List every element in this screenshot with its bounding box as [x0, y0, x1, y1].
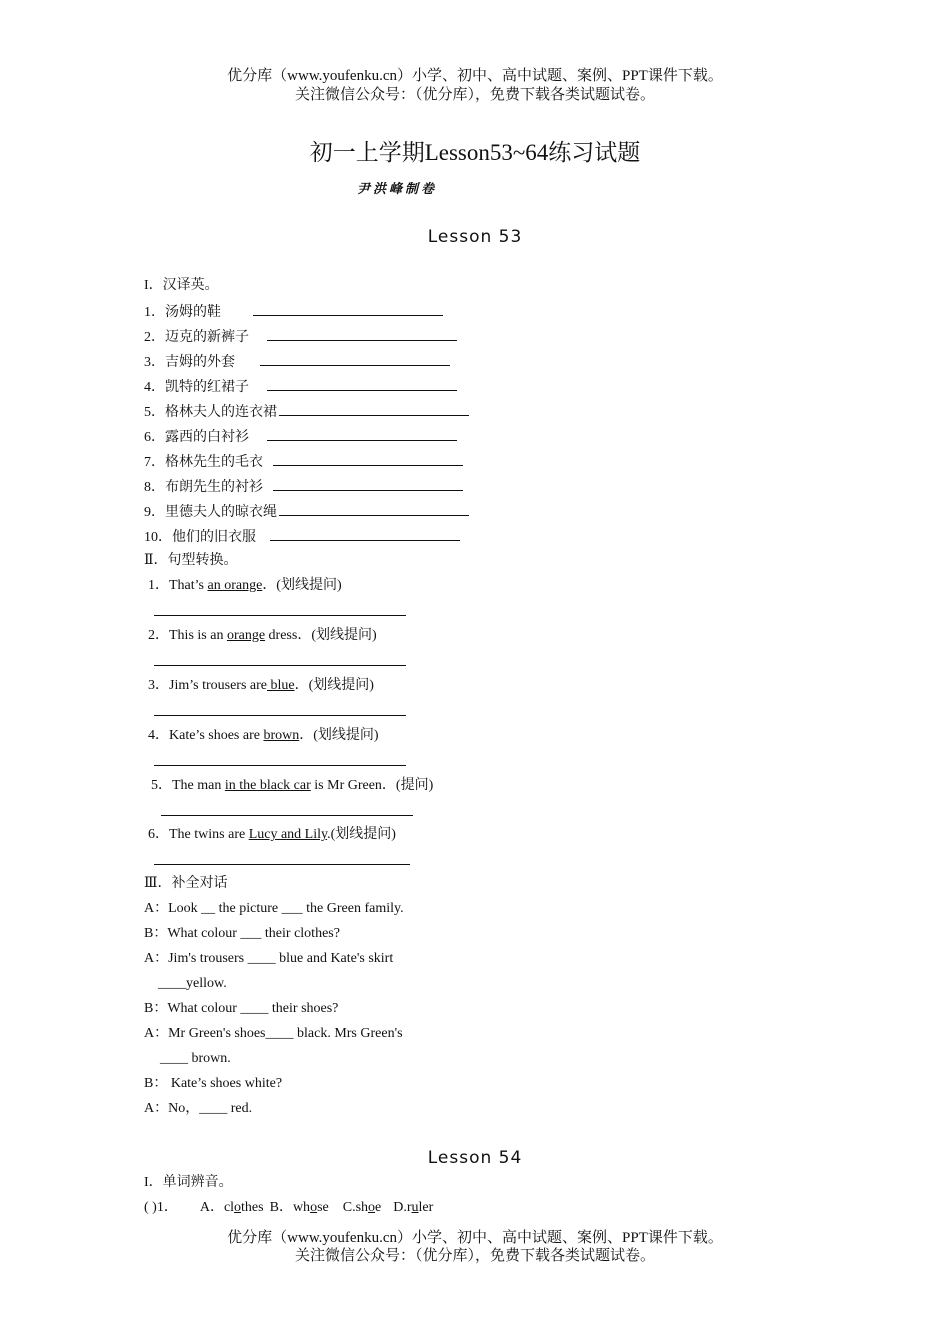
answer-blank[interactable]: [279, 502, 469, 516]
underlined-text: an orange: [207, 578, 263, 593]
dialogue-line: A：Jim's trousers ____ blue and Kate's skirt: [144, 951, 394, 966]
answer-blank[interactable]: [267, 327, 457, 341]
section-1-heading: I．单词辨音。: [144, 1175, 233, 1190]
answer-blank[interactable]: [267, 377, 457, 391]
item-text: ．(划线提问): [299, 728, 379, 743]
item-text: 3．吉姆的外套: [144, 355, 235, 370]
transform-item: [148, 627, 377, 645]
dialogue-line: A：No，____ red.: [144, 1101, 253, 1116]
item-num: 2．: [148, 628, 169, 643]
option-c-label: C.sh: [342, 1200, 369, 1215]
item-text: 5．格林夫人的连衣裙: [144, 405, 277, 420]
translation-item: [144, 477, 463, 497]
transform-item: [148, 727, 379, 745]
dialogue-line: ____ brown.: [160, 1051, 231, 1066]
item-text: 6．露西的白衬衫: [144, 430, 249, 445]
item-text: That’s: [169, 578, 208, 593]
item-text: dress．(划线提问): [265, 628, 377, 643]
answer-line[interactable]: [154, 864, 410, 865]
lesson-54-heading: Lesson 54: [427, 1148, 523, 1168]
translation-item: [144, 527, 460, 547]
answer-blank[interactable]: [273, 452, 463, 466]
item-num: 6．: [148, 827, 169, 842]
option-b-label: B．wh: [269, 1200, 311, 1215]
option-d-underlined: u: [411, 1200, 419, 1215]
item-num: 4．: [148, 728, 169, 743]
footer-line-1: 优分库（www.youfenku.cn）小学、初中、高中试题、案例、PPT课件下载。: [227, 1230, 723, 1246]
section-1-heading: I．汉译英。: [144, 278, 219, 293]
footer-line-2: 关注微信公众号：（优分库），免费下载各类试题试卷。: [294, 1248, 655, 1264]
item-text: 4．凯特的红裙子: [144, 380, 249, 395]
answer-blank[interactable]: [260, 352, 450, 366]
option-b-rest: se: [317, 1200, 329, 1215]
underlined-text: in the black car: [224, 778, 311, 793]
answer-line[interactable]: [154, 615, 406, 616]
header-line-1: 优分库（www.youfenku.cn）小学、初中、高中试题、案例、PPT课件下载。: [227, 68, 723, 84]
phonetics-item: [144, 1199, 433, 1217]
item-text: .(划线提问): [327, 827, 396, 842]
section-2-heading: Ⅱ．句型转换。: [144, 553, 238, 568]
answer-line[interactable]: [154, 665, 406, 666]
item-num: 5．: [151, 778, 172, 793]
option-c-underlined: o: [368, 1200, 376, 1215]
option-a-underlined: o: [234, 1200, 242, 1215]
answer-blank[interactable]: [279, 402, 469, 416]
item-num: 1．: [148, 578, 169, 593]
dialogue-line: ____yellow.: [158, 976, 227, 991]
item-text: 7．格林先生的毛衣: [144, 455, 263, 470]
translation-item: [144, 502, 469, 522]
item-text: The man: [172, 778, 225, 793]
option-d-label: D.r: [393, 1200, 412, 1215]
header-line-2: 关注微信公众号：（优分库），免费下载各类试题试卷。: [294, 87, 655, 103]
dialogue-line: B：What colour ___ their clothes?: [144, 926, 340, 941]
answer-blank[interactable]: [253, 302, 443, 316]
section-3-heading: Ⅲ．补全对话: [144, 876, 228, 891]
dialogue-line: A：Look __ the picture ___ the Green family.: [144, 901, 404, 916]
transform-item: [151, 777, 433, 795]
translation-item: [144, 402, 469, 422]
translation-item: [144, 452, 463, 472]
transform-item: [148, 826, 396, 844]
transform-item: [148, 677, 374, 695]
option-b-underlined: o: [310, 1200, 318, 1215]
item-text: This is an: [169, 628, 227, 643]
option-a-label: A．cl: [199, 1200, 235, 1215]
underlined-text: brown: [263, 728, 300, 743]
item-text: 1．汤姆的鞋: [144, 305, 221, 320]
translation-item: [144, 377, 457, 397]
translation-item: [144, 352, 450, 372]
page-title: 初一上学期Lesson53~64练习试题: [309, 140, 641, 165]
translation-item: [144, 302, 443, 322]
lesson-53-heading: Lesson 53: [427, 227, 523, 247]
underlined-text: orange: [226, 628, 266, 643]
underlined-text: blue: [266, 678, 295, 693]
dialogue-line: B：What colour ____ their shoes?: [144, 1001, 339, 1016]
author-line: 尹洪峰制卷: [357, 182, 438, 197]
underlined-text: Lucy and Lily: [248, 827, 328, 842]
item-text: 9．里德夫人的晾衣绳: [144, 505, 277, 520]
item-num: 3．: [148, 678, 169, 693]
option-d-rest: ler: [418, 1200, 434, 1215]
item-text: 10．他们的旧衣服: [144, 530, 256, 545]
transform-item: [148, 577, 342, 595]
item-text: is Mr Green．(提问): [310, 778, 434, 793]
answer-line[interactable]: [161, 815, 413, 816]
item-text: 8．布朗先生的衬衫: [144, 480, 263, 495]
dialogue-line: A：Mr Green's shoes____ black. Mrs Green's: [144, 1026, 403, 1041]
item-text: The twins are: [169, 827, 249, 842]
answer-line[interactable]: [154, 765, 406, 766]
item-text: 2．迈克的新裤子: [144, 330, 249, 345]
answer-blank[interactable]: [273, 477, 463, 491]
item-text: ．(划线提问): [262, 578, 342, 593]
translation-item: [144, 327, 457, 347]
item-text: ．(划线提问): [294, 678, 374, 693]
item-text: Kate’s shoes are: [169, 728, 264, 743]
option-c-rest: e: [375, 1200, 382, 1215]
item-text: Jim’s trousers are: [169, 678, 267, 693]
answer-blank[interactable]: [267, 427, 457, 441]
translation-item: [144, 427, 457, 447]
item-num[interactable]: ( )1．: [144, 1200, 178, 1215]
answer-blank[interactable]: [270, 527, 460, 541]
dialogue-line: B： Kate’s shoes white?: [144, 1076, 283, 1091]
option-a-rest: thes: [241, 1200, 264, 1215]
answer-line[interactable]: [154, 715, 406, 716]
